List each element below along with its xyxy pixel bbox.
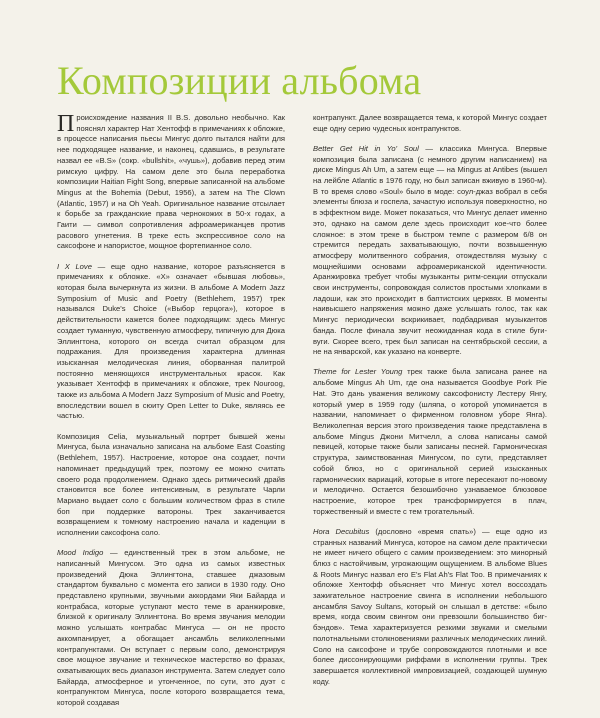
track-name: I X Love [57,261,92,271]
track-name: Theme for Lester Young [313,367,403,377]
paragraph-text: — еще одно название, которое разъясняется в примечаниях к обложке. «X» означает «бывшая любовь», которая была вычеркнута из жизни. В альбоме A Modern Jazz Symposium of Music and Poetry (Bethlehem, 1957) трек назывался Duke's Choice («Выбор герцога»), которое в действительности кажется более подходящим: здесь Мингус создает туманную, чувственную атмосферу, типичную для Дюка Эллингтона, которого он всегда считал образцом для подражания. Для произведения характерна длинная изысканная мелодическая линия, оборванная палитрой постоянно меняющихся инструментальных красок. Как указывает Хентофф в примечаниях к обложке, трек Nouroog, также из альбома A Modern Jazz Symposium of Music and Poetry, впоследствии вошел в сюиту Open Letter to Duke, являясь ее частью. [57,261,285,421]
paragraph-i-x-love [57,262,285,423]
paragraph-better-get-hit [313,144,547,358]
page-title: Композиции альбома [57,58,422,103]
track-name: Hora Decubitus [313,526,370,536]
drop-cap: П [57,111,75,137]
track-name: Better Get Hit in Yo' Soul [313,143,419,153]
paragraph-mood-indigo [57,548,285,709]
paragraph-text: контрапункт. Далее возвращается тема, к которой Мингус создает еще одну серию чудесных контрапунктов. [313,113,547,133]
paragraph-ii-bs [57,113,285,252]
paragraph-text: (дословно «время спать») — еще одно из странных названий Мингуса, которое на самом деле практически не имеет ничего общего с самим произведением: это минорный блюз с настойчивым, угрожающим ощущением. В альбоме Blues & Roots Мингус назвал его E's Flat Ah's Flat Too. В примечаниях к обложке Хентофф объясняет что Мингус хотел воссоздать зажигательное настроение свинга в исполнении небольшого ансамбля Savoy Sultans, который он слышал в детстве: «было время, когда своим свингом они превзошли большинство биг-бэндов». Тема характеризуется резкими звуками и смелыми полотнальными столкновениями различных мелодических линий. Соло на саксофоне и трубе сопровождаются плотными и все более диссонирующими риффами в исполнении группы. Трек завершается коллективной импровизацией, создающей шумную коду. [313,526,547,686]
paragraph-text: — единственный трек в этом альбоме, не написанный Мингусом. Это одна из самых известных произведений Дюка Эллингтона, ставшее джазовым стандартом буквально с момента его записи в 1930 году. Оно представлено крупными, звучными аккордами Яки Байарда и контрабаса, которые уступают место теме в аранжировке, близкой к оригиналу Эллингтона. Во время звучания мелодии можно услышать контрабас Мингуса — он не просто аккомпанирует, а обогащает ансамбль великолепными контрапунктами. Он вступает с первым соло, демонстрируя свое мощное звучание и техническое мастерство во фразах, охватывающих весь диапазон инструмента. Затем следует соло Байарда, атмосферное и утонченное, по сути, это дуэт с контрапунктом Мингуса, после которого возвращается тема, которой создавая [57,548,285,708]
paragraph-text: Композиция Celia, музыкальный портрет бывшей жены Мингуса, была изначально записана на альбоме East Coasting (Bethlehem, 1957). Настроение, которое она создает, почти напоминает предыдущий трек, поэтому ее можно считать своего рода продолжением. Однако здесь ритмический драйв становится все более интенсивным, в результате Чарли Мариано выдает соло с большим количеством фраз в стиле боп при поддержке ватороны. Трек заканчивается возвращением к томному настроению начала и каденции в исполнении саксофона соло. [57,431,285,538]
paragraph-text: роисхождение названия II B.S. довольно необычно. Как пояснял характер Нат Хентофф в примечаниях к обложке, в процессе написания пьесы Мингус долго пытался найти для нее подходящее название, и наконец, сдавшись, в результате назвал ее «B.S» (сокр. «bullshit», «чушь»), добавив перед этим римскую цифру. На самом деле это была переработка композиции Haitian Fight Song, впервые записанной на альбоме Mingus at the Bohemia (Debut, 1956), а затем на The Clown (Atlantic, 1957) и на Oh Yeah. Оригинальное название отсылает к борьбе за гражданские права чернокожих в 50-х годах, а Гаити — символ сопротивления афроамериканцев против расового угнетения. В треке есть экспрессивное соло на саксофоне и напористое, мощное фортепианное соло. [57,113,285,251]
paragraph-hora-decubitus [313,527,547,688]
paragraph-lester-young [313,367,547,517]
right-column [313,113,547,697]
paragraph-celia [57,432,285,539]
track-name: Mood Indigo [57,548,104,558]
paragraph-text: трек также была записана ранее на альбоме Mingus Ah Um, где она называется Goodbye Pork Pie Hat. Это дань уважения великому саксофонисту Лестеру Янгу, который умер в 1959 году (шляпа, о которой упоминается в названии, напоминает о фирменном головном уборе Янга). Великолепная версия этого произведения также представлена в альбоме Mingus Джони Митчелл, а слова написаны самой певицей, которые также были записаны песней. Гармоническая структура, заимствованная Мингусом, по сути, представляет собой блюз, но с оригинальной серией изысканных гармонических вариаций, которые в итоге пересекают по-новому и мелодично. Остается безошибочно узнаваемое блюзовое настроение, которое трек трансформируется в плач, торжественный и вместе с тем трогательный. [313,367,547,516]
paragraph-text: — классика Мингуса. Впервые композиция была записана (с немного другим написанием) на диске Mingus Ah Um, а затем еще — на Mingus at Antibes (вышел на лейбле Atlantic в 1976 году, но был записан вживую в 1960-м). В то время слово «Soul» было в моде: соул-джаз вобрал в себя элементы блюза и госпела, зачастую используя поверхностно, но в эффектном виде. Может показаться, что Мингус делает именно это, однако на самом деле здесь происходит кое-что более сложное: в этом треке в быстром темпе с размером 6/8 он стремится передать захватывающую, почти возвышенную атмосферу молитвенного собрания, отождествляя музыку с мощнейшими основами афроамериканской идентичности. Аранжировка требует чтобы музыканты ритм-секции отпускали свои инструменты, сопровождая солистов простыми хлопками в ладоши, как это происходит в баптистских церквях. В моменты наивысшего напряжения можно даже услышать голос, так как Мингус периодически вскрикивает, подбадривая музыкантов банда. После финала звучит неожиданная кода в стиле буги-вуги. Скорее всего, трек был записан на сентябрьской сессии, а не на январской, как указано на конверте. [313,143,547,357]
left-column [57,113,285,718]
paragraph-continuation [313,113,547,134]
